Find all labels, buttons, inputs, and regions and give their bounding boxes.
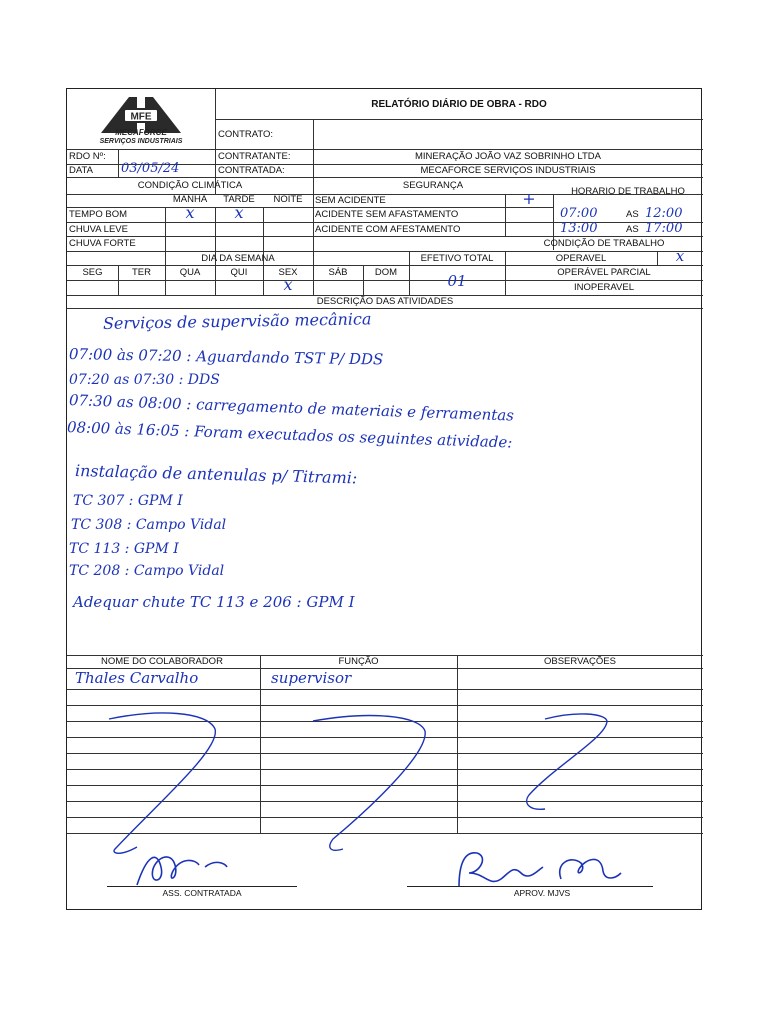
clima-mark-tarde: x — [234, 203, 244, 222]
activity-line: 08:00 às 16:05 : Foram executados os seguintes atividade: — [66, 418, 513, 452]
horario-as-1: AS — [626, 209, 639, 220]
day-sex: SEX — [278, 267, 298, 278]
activity-line: TC 208 : Campo Vidal — [69, 563, 225, 579]
efetivo-label: EFETIVO TOTAL — [420, 253, 494, 264]
day-sab: SÁB — [328, 267, 348, 278]
horario-as-2: AS — [626, 224, 639, 235]
condicao-inoperavel: INOPERAVEL — [573, 282, 634, 293]
contratada-value: MECAFORCE SERVIÇOS INDUSTRIAIS — [420, 165, 596, 176]
seguranca-row-sem-afastamento: ACIDENTE SEM AFASTAMENTO — [315, 209, 459, 220]
horario-start-1: 07:00 — [560, 206, 598, 221]
clima-row-chuva-forte: CHUVA FORTE — [69, 238, 136, 249]
day-dom: DOM — [374, 267, 398, 278]
contrato-label: CONTRATO: — [218, 129, 274, 140]
strike-mark-observacoes — [515, 711, 635, 821]
activity-line: TC 308 : Campo Vidal — [71, 517, 227, 533]
rdo-form — [66, 88, 702, 910]
colaborador-funcao: supervisor — [271, 669, 352, 687]
logo-mark-text: MFE — [130, 111, 152, 123]
contratada-label: CONTRATADA: — [218, 165, 285, 176]
activity-line: 07:20 as 07:30 : DDS — [69, 372, 220, 388]
day-qui: QUI — [230, 267, 248, 278]
condicao-operavel: OPERAVEL — [555, 253, 607, 264]
day-qua: QUA — [179, 267, 201, 278]
clima-col-noite: NOITE — [273, 194, 303, 205]
colaborador-nome: Thales Carvalho — [75, 669, 199, 687]
activity-line: Serviços de supervisão mecânica — [102, 309, 372, 333]
horario-title: HORARIO DE TRABALHO — [571, 186, 685, 197]
clima-title: CONDIÇÃO CLIMÁTICA — [137, 180, 243, 191]
data-value: 03/05/24 — [121, 161, 180, 176]
seguranca-row-com-afastamento: ACIDENTE COM AFESTAMENTO — [315, 224, 461, 235]
condicao-operavel-mark: x — [675, 247, 685, 265]
clima-col-tarde: TARDE — [223, 194, 255, 205]
clima-mark-manha: x — [185, 203, 195, 222]
logo-name: MECAFORCE — [115, 128, 167, 137]
company-logo — [67, 89, 215, 149]
col-obs-header: OBSERVAÇÕES — [544, 656, 616, 667]
contratante-value: MINERAÇÃO JOÃO VAZ SOBRINHO LTDA — [415, 151, 601, 162]
seguranca-row-sem-acidente: SEM ACIDENTE — [315, 195, 386, 206]
horario-start-2: 13:00 — [560, 221, 598, 236]
activity-line: 07:00 às 07:20 : Aguardando TST P/ DDS — [68, 345, 384, 369]
condicao-trabalho-title: CONDIÇÃO DE TRABALHO — [543, 238, 665, 249]
page-title: RELATÓRIO DIÁRIO DE OBRA - RDO — [371, 99, 547, 110]
col-funcao-header: FUNÇÃO — [338, 656, 379, 667]
clima-col-manha: MANHÃ — [172, 194, 208, 205]
col-nome-header: NOME DO COLABORADOR — [101, 656, 223, 667]
activity-line: 07:30 as 08:00 : carregamento de materiais e ferramentas — [68, 391, 515, 425]
seguranca-title: SEGURANÇA — [402, 180, 464, 191]
data-label: DATA — [69, 165, 93, 176]
logo-subtitle: SERVIÇOS INDUSTRIAIS — [99, 138, 183, 145]
day-seg: SEG — [82, 267, 103, 278]
condicao-operavel-parcial: OPERÁVEL PARCIAL — [557, 267, 651, 278]
seguranca-mark: + — [522, 189, 536, 208]
strike-mark-funcao — [299, 709, 449, 859]
activity-line: TC 113 : GPM I — [69, 541, 179, 557]
activity-line: instalação de antenulas p/ Titrami: — [74, 461, 358, 488]
contratante-label: CONTRATANTE: — [218, 151, 291, 162]
day-ter: TER — [132, 267, 151, 278]
activity-line: TC 307 : GPM I — [73, 493, 183, 509]
activity-line: Adequar chute TC 113 e 206 : GPM I — [73, 593, 355, 611]
rdo-number-label: RDO Nº: — [69, 151, 106, 162]
descricao-title: DESCRIÇÃO DAS ATIVIDADES — [316, 296, 454, 307]
clima-row-chuva-leve: CHUVA LEVE — [69, 224, 128, 235]
efetivo-value: 01 — [447, 272, 467, 290]
semana-title: DIA DA SEMANA — [201, 253, 275, 264]
strike-mark-nome — [97, 709, 237, 859]
clima-row-tempo-bom: TEMPO BOM — [69, 209, 128, 220]
horario-end-2: 17:00 — [645, 221, 683, 236]
signature-label-left: ASS. CONTRATADA — [162, 888, 242, 898]
signature-label-right: APROV. MJVS — [513, 888, 571, 898]
horario-end-1: 12:00 — [645, 206, 683, 221]
day-mark: x — [283, 275, 293, 294]
